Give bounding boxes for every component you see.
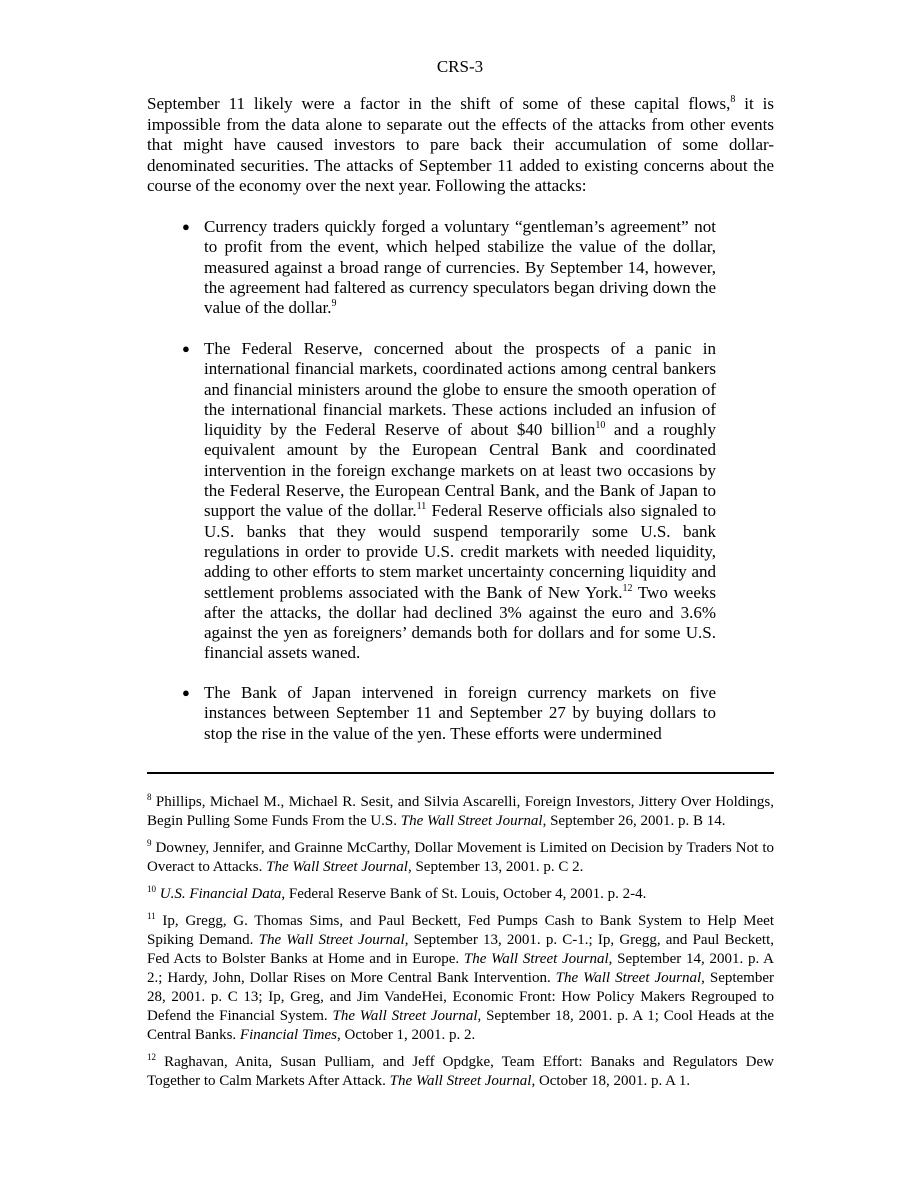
footnote-text: , September 13, 2001. p. C-1.; Ip, Gregg, and Paul Beckett, Fed Acts to Bolster Banks at Home and in Europe. <box>147 932 775 967</box>
footnote-text: , September 28, 2001. p. C 13; Ip, Greg, and Jim VandeHei, Economic Front: How Policy Makers Regrouped to Defend the Financial System. <box>147 970 775 1024</box>
footnote-ref-8[interactable]: 8 <box>730 94 736 105</box>
footnote-ref-9[interactable]: 9 <box>331 298 337 310</box>
bullet-2-text-4: Two weeks after the attacks, the dollar had declined 3% against the euro and 3.6% against the yen as foreigners’ demands both for dollars and for some U.S. financial assets waned. <box>204 582 716 663</box>
intro-paragraph <box>147 94 774 197</box>
footnote-text: , October 1, 2001. p. 2. <box>337 1027 476 1043</box>
footnote-ref-11[interactable]: 11 <box>416 501 427 513</box>
page-header <box>0 56 920 78</box>
bullet-2-text-3: Federal Reserve officials also signaled to U.S. banks that they would suspend temporarily some U.S. bank regulations in order to provide U.S. credit markets with needed liquidity, adding to other efforts to stem market uncertainty concerning liquidity and settlement problems associated with the Bank of New York. <box>204 501 716 602</box>
footnote-number: 8 <box>147 792 152 802</box>
bullet-dot-icon: ● <box>182 341 190 356</box>
bullet-1-text: Currency traders quickly forged a voluntary “gentleman’s agreement” not to profit from the event, which helped stabilize the value of the dollar, measured against a broad range of currencies. By September 14, however, the agreement had faltered as currency speculators began driving down the value of the dollar. <box>204 217 716 318</box>
bullet-3-text: The Bank of Japan intervened in foreign currency markets on five instances between September 11 and September 27 by buying dollars to stop the rise in the value of the yen. These efforts were undermined <box>204 683 716 743</box>
footnote-text: , Federal Reserve Bank of St. Louis, October 4, 2001. p. 2-4. <box>281 886 647 902</box>
footnote-text: , October 18, 2001. p. A 1. <box>531 1073 691 1089</box>
footnote-12 <box>147 1053 774 1091</box>
intro-text-1: September 11 likely were a factor in the shift of some of these capital flows, <box>147 94 731 113</box>
bullet-item-bank-of-japan <box>182 683 716 744</box>
footnote-text: , September 13, 2001. p. C 2. <box>407 859 584 875</box>
footnote-source-title: The Wall Street Journal <box>463 951 609 967</box>
footnote-number: 9 <box>147 838 152 848</box>
footnote-source-title: U.S. Financial Data <box>159 886 282 902</box>
intro-text-2: it is impossible from the data alone to separate out the effects of the attacks from other events that might have caused investors to pare back their accumulation of some dollar-denominated securities. The attacks of September 11 added to existing concerns about the course of the economy over the next year. Following the attacks: <box>147 94 774 195</box>
footnote-ref-10[interactable]: 10 <box>595 420 606 432</box>
footnote-9 <box>147 839 774 877</box>
footnote-text: , September 18, 2001. p. A 1; Cool Heads at the Central Banks. <box>147 1008 774 1043</box>
footnote-source-title: The Wall Street Journal <box>266 859 408 875</box>
footnote-source-title: The Wall Street Journal <box>258 932 405 948</box>
footnote-source-title: The Wall Street Journal <box>400 813 543 829</box>
bullet-2-text-2: and a roughly equivalent amount by the European Central Bank and coordinated intervention in the foreign exchange markets on at least two occasions by the Federal Reserve, the European Central Bank, and the Bank of Japan to support the value of the dollar. <box>204 420 716 521</box>
footnote-number: 12 <box>147 1052 156 1062</box>
footnote-text: , September 14, 2001. p. A 2.; Hardy, John, Dollar Rises on More Central Bank Intervention. <box>147 951 775 986</box>
footnote-number: 11 <box>147 911 156 921</box>
bullet-item-currency-traders <box>182 217 716 318</box>
footnote-source-title: The Wall Street Journal <box>555 970 702 986</box>
bullet-2-text-1: The Federal Reserve, concerned about the prospects of a panic in international financial markets, coordinated actions among central bankers and financial ministers around the globe to ensure the smooth operation of the international financial markets. These actions included an infusion of liquidity by the Federal Reserve of about $40 billion <box>204 339 716 440</box>
footnote-text: , September 26, 2001. p. B 14. <box>542 813 726 829</box>
footnote-10 <box>147 885 774 904</box>
footnote-ref-12[interactable]: 12 <box>622 582 633 594</box>
footnote-divider <box>147 772 774 774</box>
footnote-11 <box>147 912 774 1045</box>
footnote-text: Downey, Jennifer, and Grainne McCarthy, Dollar Movement is Limited on Decision by Traders Not to Overact to Attacks. <box>147 840 774 875</box>
page-number-label: CRS-3 <box>436 57 484 76</box>
footnote-number: 10 <box>147 884 156 894</box>
footnote-source-title: The Wall Street Journal <box>332 1008 478 1024</box>
footnote-text: Phillips, Michael M., Michael R. Sesit, and Silvia Ascarelli, Foreign Investors, Jittery Over Holdings, Begin Pulling Some Funds From the U.S. <box>147 794 774 829</box>
footnote-source-title: Financial Times <box>239 1027 337 1043</box>
footnote-text: Ip, Gregg, G. Thomas Sims, and Paul Beckett, Fed Pumps Cash to Bank System to Help Meet Spiking Demand. <box>147 913 774 948</box>
bullet-dot-icon: ● <box>182 685 190 700</box>
footnote-source-title: The Wall Street Journal <box>389 1073 532 1089</box>
footnote-8 <box>147 793 774 831</box>
footnotes-section <box>147 793 774 1099</box>
bullet-dot-icon: ● <box>182 219 190 234</box>
bullet-item-federal-reserve <box>182 339 716 664</box>
footnote-text: Raghavan, Anita, Susan Pulliam, and Jeff Opdgke, Team Effort: Banaks and Regulators Dew Together to Calm Markets After Attack. <box>147 1054 774 1089</box>
